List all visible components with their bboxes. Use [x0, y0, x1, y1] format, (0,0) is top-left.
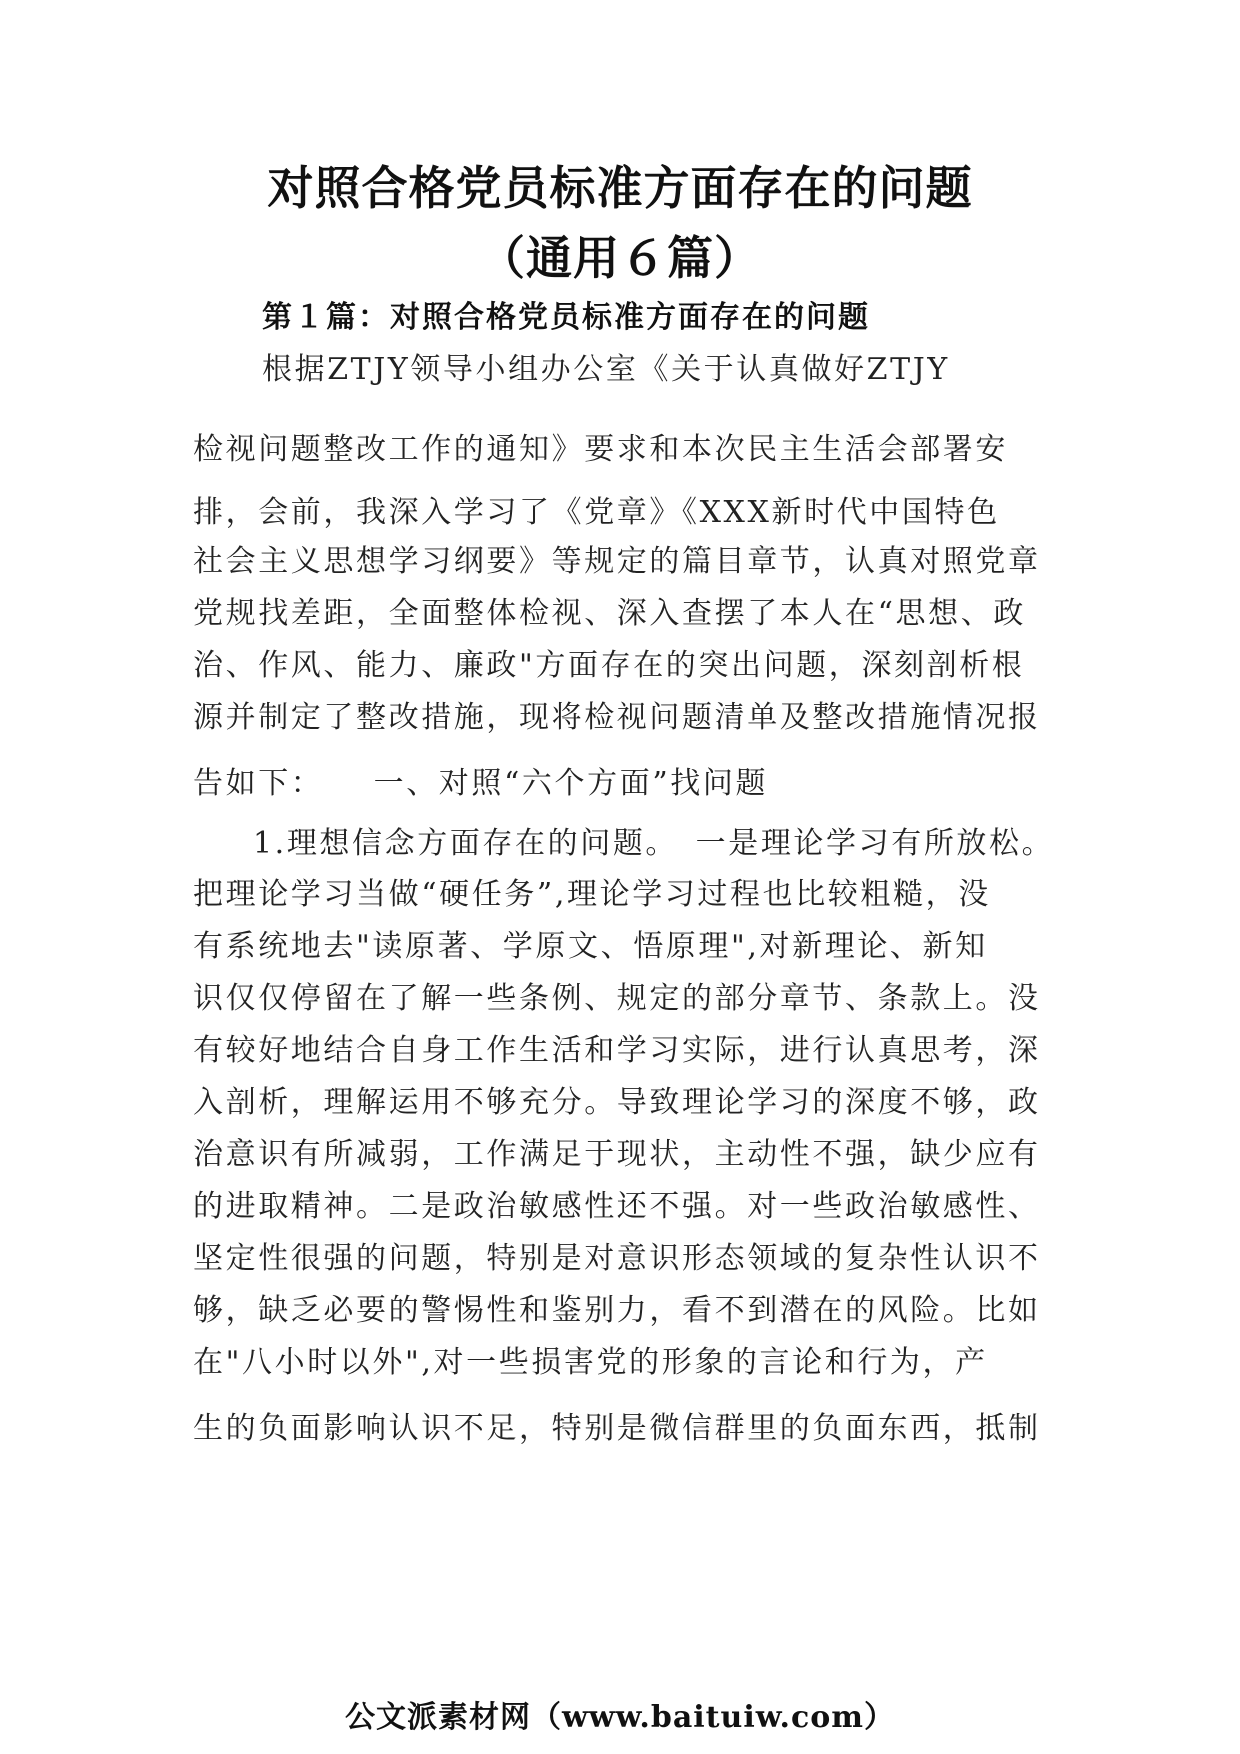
body-line: 入剖析，理解运用不够充分。导致理论学习的深度不够，政 — [193, 1085, 1041, 1120]
body-line: 告如下： 一、对照“六个方面”找问题 — [193, 766, 769, 801]
body-line: 坚定性很强的问题，特别是对意识形态领域的复杂性认识不 — [193, 1241, 1041, 1276]
body-line: 党规找差距，全面整体检视、深入查摆了本人在“思想、政 — [193, 596, 1026, 631]
document-title-line1: 对照合格党员标准方面存在的问题 — [267, 161, 973, 215]
section-heading: 第１篇：对照合格党员标准方面存在的问题 — [262, 300, 870, 335]
body-line: 在"八小时以外",对一些损害党的形象的言论和行为，产 — [193, 1345, 988, 1380]
footer-watermark: 公文派素材网（www.baituiw.com） — [344, 1700, 896, 1735]
body-line: 源并制定了整改措施，现将检视问题清单及整改措施情况报 — [193, 700, 1041, 735]
body-line: 的进取精神。二是政治敏感性还不强。对一些政治敏感性、 — [193, 1189, 1041, 1224]
body-line: 1.理想信念方面存在的问题。 一是理论学习有所放松。 — [253, 826, 1055, 861]
body-line: 排，会前，我深入学习了《党章》《XXX新时代中国特色 — [193, 495, 1000, 530]
body-line: 检视问题整改工作的通知》要求和本次民主生活会部署安 — [193, 432, 1008, 467]
body-line: 够，缺乏必要的警惕性和鉴别力，看不到潜在的风险。比如 — [193, 1293, 1041, 1328]
body-line: 有较好地结合自身工作生活和学习实际，进行认真思考，深 — [193, 1033, 1041, 1068]
body-line: 把理论学习当做“硬任务”,理论学习过程也比较粗糙，没 — [193, 877, 991, 912]
body-line: 根据ZTJY领导小组办公室《关于认真做好ZTJY — [262, 352, 950, 387]
body-line: 治、作风、能力、廉政"方面存在的突出问题，深刻剖析根 — [193, 648, 1025, 683]
body-line: 生的负面影响认识不足，特别是微信群里的负面东西，抵制 — [193, 1411, 1041, 1446]
document-title-line2: （通用６篇） — [479, 231, 761, 285]
body-line: 识仅仅停留在了解一些条例、规定的部分章节、条款上。没 — [193, 981, 1041, 1016]
body-line: 有系统地去"读原著、学原文、悟原理",对新理论、新知 — [193, 929, 988, 964]
body-line: 治意识有所减弱，工作满足于现状，主动性不强，缺少应有 — [193, 1137, 1041, 1172]
body-line: 社会主义思想学习纲要》等规定的篇目章节，认真对照党章 — [193, 544, 1041, 579]
